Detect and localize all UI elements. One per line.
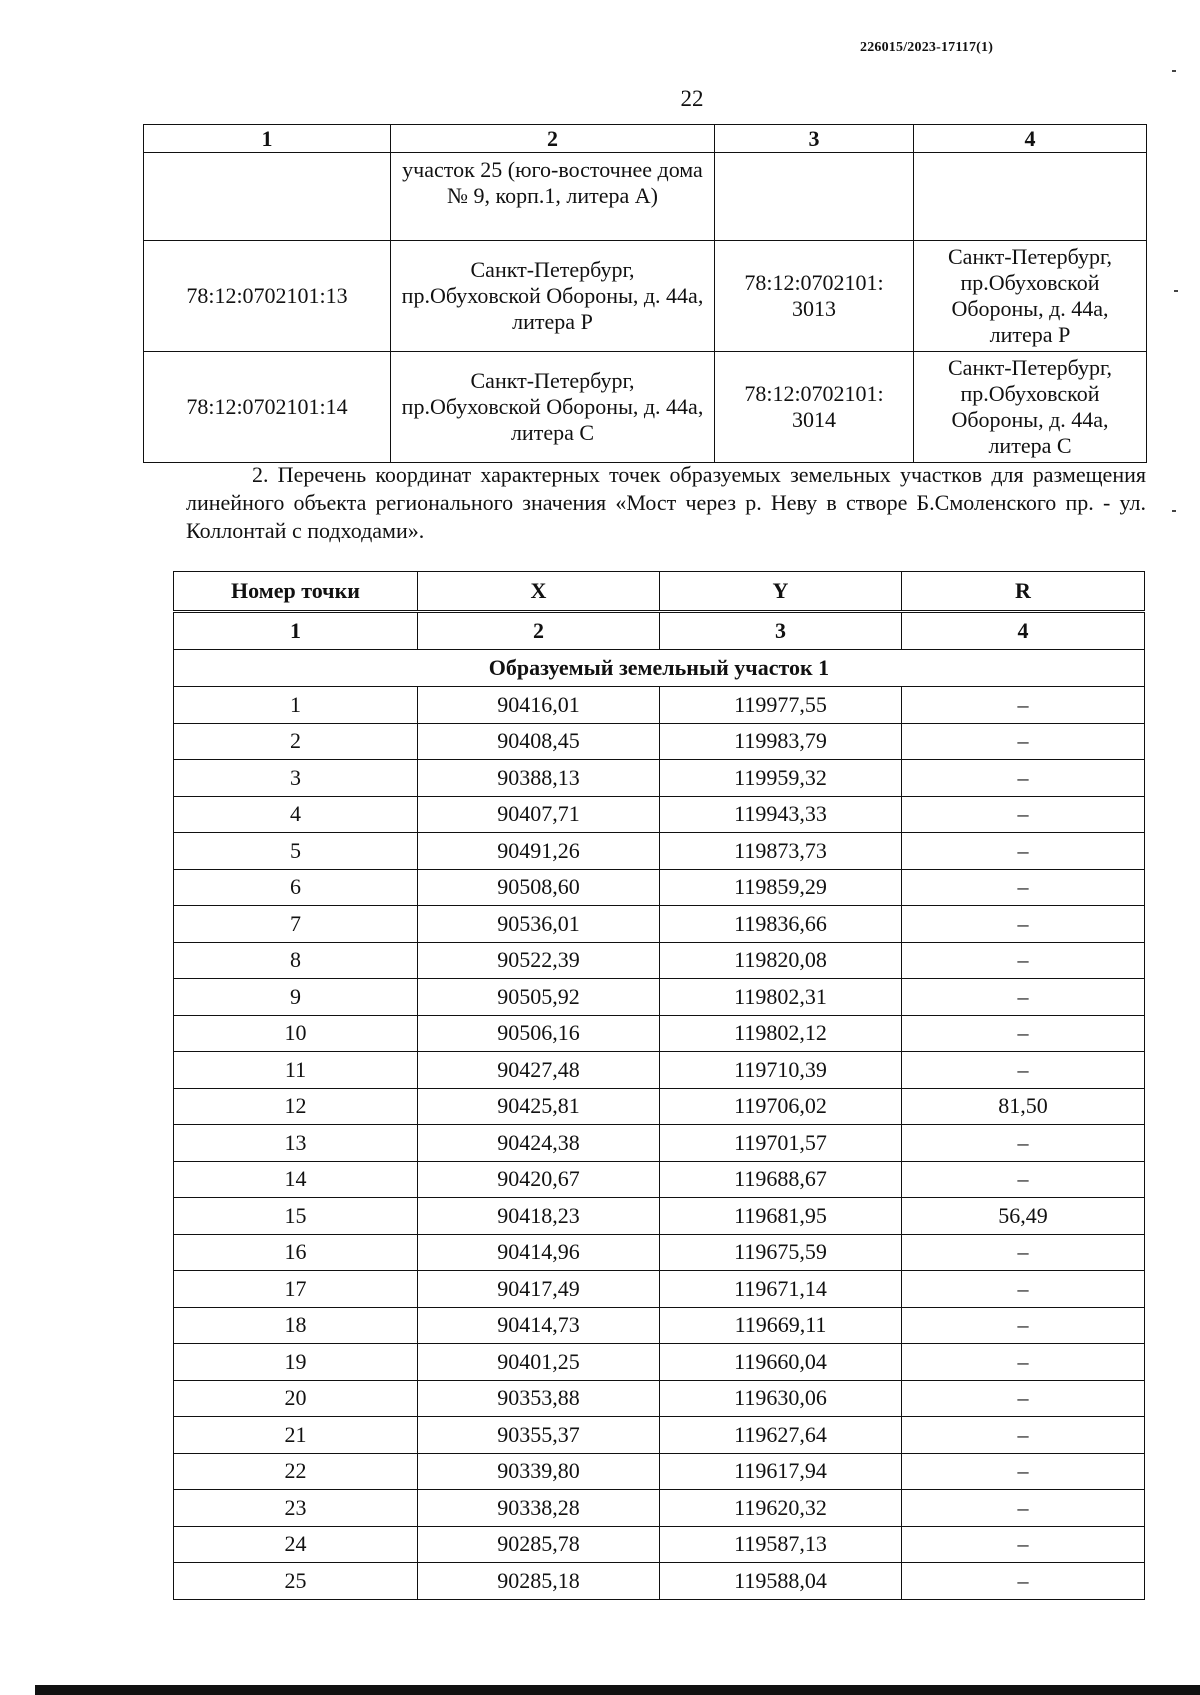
table-row <box>174 760 1145 797</box>
r-value: – <box>902 833 1145 870</box>
table-cell <box>144 153 391 241</box>
y-value: 119859,29 <box>660 869 902 906</box>
y-value: 119588,04 <box>660 1563 902 1600</box>
coordinates-table <box>173 571 1145 1600</box>
y-value: 119669,11 <box>660 1307 902 1344</box>
x-value: 90338,28 <box>418 1490 660 1527</box>
table-row <box>144 153 1147 241</box>
x-value: 90401,25 <box>418 1344 660 1381</box>
x-value: 90506,16 <box>418 1015 660 1052</box>
table-cell: Санкт-Петербург, пр.Обуховской Обороны, д. 44а, литера Р <box>914 241 1147 352</box>
r-value: 56,49 <box>902 1198 1145 1235</box>
point-number: 15 <box>174 1198 418 1235</box>
point-number: 4 <box>174 796 418 833</box>
x-value: 90427,48 <box>418 1052 660 1089</box>
r-value: – <box>902 760 1145 797</box>
x-value: 90339,80 <box>418 1453 660 1490</box>
r-value: – <box>902 1307 1145 1344</box>
table-row <box>144 352 1147 463</box>
table-row <box>174 1234 1145 1271</box>
y-value: 119675,59 <box>660 1234 902 1271</box>
x-value: 90414,73 <box>418 1307 660 1344</box>
table-row <box>174 1563 1145 1600</box>
point-number: 10 <box>174 1015 418 1052</box>
x-value: 90408,45 <box>418 723 660 760</box>
point-number: 22 <box>174 1453 418 1490</box>
x-value: 90414,96 <box>418 1234 660 1271</box>
column-number-row <box>174 612 1145 650</box>
point-number: 14 <box>174 1161 418 1198</box>
x-value: 90418,23 <box>418 1198 660 1235</box>
y-value: 119660,04 <box>660 1344 902 1381</box>
y-value: 119688,67 <box>660 1161 902 1198</box>
column-header: Y <box>660 572 902 612</box>
section-row <box>174 650 1145 687</box>
r-value: – <box>902 796 1145 833</box>
r-value: – <box>902 1052 1145 1089</box>
x-value: 90416,01 <box>418 687 660 724</box>
point-number: 11 <box>174 1052 418 1089</box>
point-number: 19 <box>174 1344 418 1381</box>
table-header-row <box>144 125 1147 153</box>
table-cell: участок 25 (юго-восточнее дома № 9, корп.1, литера А) <box>391 153 715 241</box>
point-number: 16 <box>174 1234 418 1271</box>
r-value: – <box>902 1015 1145 1052</box>
table-row <box>174 796 1145 833</box>
x-value: 90522,39 <box>418 942 660 979</box>
table-row <box>174 1417 1145 1454</box>
table-row <box>174 1271 1145 1308</box>
table-row <box>174 942 1145 979</box>
point-number: 13 <box>174 1125 418 1162</box>
table-row <box>174 906 1145 943</box>
table-row <box>174 1161 1145 1198</box>
table-row <box>174 1490 1145 1527</box>
y-value: 119983,79 <box>660 723 902 760</box>
y-value: 119617,94 <box>660 1453 902 1490</box>
r-value: – <box>902 942 1145 979</box>
table-cell <box>914 153 1147 241</box>
point-number: 12 <box>174 1088 418 1125</box>
r-value: – <box>902 869 1145 906</box>
y-value: 119802,12 <box>660 1015 902 1052</box>
table-cell: Санкт-Петербург, пр.Обуховской Обороны, д. 44а, литера Р <box>391 241 715 352</box>
column-number: 1 <box>174 612 418 650</box>
y-value: 119836,66 <box>660 906 902 943</box>
point-number: 23 <box>174 1490 418 1527</box>
r-value: – <box>902 1453 1145 1490</box>
point-number: 8 <box>174 942 418 979</box>
y-value: 119701,57 <box>660 1125 902 1162</box>
r-value: – <box>902 1161 1145 1198</box>
y-value: 119802,31 <box>660 979 902 1016</box>
r-value: – <box>902 723 1145 760</box>
table-row <box>174 1344 1145 1381</box>
r-value: – <box>902 1344 1145 1381</box>
point-number: 18 <box>174 1307 418 1344</box>
y-value: 119873,73 <box>660 833 902 870</box>
x-value: 90388,13 <box>418 760 660 797</box>
table-row <box>174 1198 1145 1235</box>
x-value: 90536,01 <box>418 906 660 943</box>
point-number: 21 <box>174 1417 418 1454</box>
table-row <box>174 1380 1145 1417</box>
table-row <box>174 1125 1145 1162</box>
table-row <box>174 1015 1145 1052</box>
scan-mark <box>1174 290 1178 292</box>
column-header: Номер точки <box>174 572 418 612</box>
point-number: 1 <box>174 687 418 724</box>
column-header: 2 <box>391 125 715 153</box>
table-cell: 78:12:0702101:13 <box>144 241 391 352</box>
point-number: 7 <box>174 906 418 943</box>
table-row <box>174 1088 1145 1125</box>
document-id: 226015/2023-17117(1) <box>860 40 994 55</box>
r-value: – <box>902 979 1145 1016</box>
point-number: 9 <box>174 979 418 1016</box>
r-value: – <box>902 906 1145 943</box>
r-value: – <box>902 1125 1145 1162</box>
column-header: 3 <box>715 125 914 153</box>
y-value: 119630,06 <box>660 1380 902 1417</box>
table-row <box>174 1307 1145 1344</box>
x-value: 90425,81 <box>418 1088 660 1125</box>
table-cell: Санкт-Петербург, пр.Обуховской Обороны, д. 44а, литера С <box>391 352 715 463</box>
y-value: 119681,95 <box>660 1198 902 1235</box>
x-value: 90285,18 <box>418 1563 660 1600</box>
parcels-table <box>143 124 1147 463</box>
x-value: 90420,67 <box>418 1161 660 1198</box>
scan-mark <box>1172 70 1176 72</box>
x-value: 90353,88 <box>418 1380 660 1417</box>
r-value: – <box>902 1563 1145 1600</box>
r-value: 81,50 <box>902 1088 1145 1125</box>
scan-edge <box>35 1685 1200 1695</box>
y-value: 119710,39 <box>660 1052 902 1089</box>
table-cell: 78:12:0702101: 3014 <box>715 352 914 463</box>
point-number: 3 <box>174 760 418 797</box>
table-row <box>144 241 1147 352</box>
x-value: 90417,49 <box>418 1271 660 1308</box>
table-row <box>174 723 1145 760</box>
table-row <box>174 1453 1145 1490</box>
x-value: 90505,92 <box>418 979 660 1016</box>
table-cell <box>715 153 914 241</box>
y-value: 119959,32 <box>660 760 902 797</box>
x-value: 90355,37 <box>418 1417 660 1454</box>
column-number: 2 <box>418 612 660 650</box>
r-value: – <box>902 687 1145 724</box>
r-value: – <box>902 1234 1145 1271</box>
r-value: – <box>902 1271 1145 1308</box>
x-value: 90508,60 <box>418 869 660 906</box>
y-value: 119706,02 <box>660 1088 902 1125</box>
y-value: 119943,33 <box>660 796 902 833</box>
column-header: 4 <box>914 125 1147 153</box>
table-header-row <box>174 572 1145 612</box>
r-value: – <box>902 1526 1145 1563</box>
x-value: 90285,78 <box>418 1526 660 1563</box>
table-row <box>174 1052 1145 1089</box>
point-number: 25 <box>174 1563 418 1600</box>
table-row <box>174 833 1145 870</box>
coordinates-body <box>174 687 1145 1600</box>
point-number: 6 <box>174 869 418 906</box>
point-number: 2 <box>174 723 418 760</box>
y-value: 119671,14 <box>660 1271 902 1308</box>
y-value: 119977,55 <box>660 687 902 724</box>
column-number: 3 <box>660 612 902 650</box>
table-cell: 78:12:0702101:14 <box>144 352 391 463</box>
y-value: 119620,32 <box>660 1490 902 1527</box>
point-number: 24 <box>174 1526 418 1563</box>
point-number: 5 <box>174 833 418 870</box>
x-value: 90407,71 <box>418 796 660 833</box>
y-value: 119627,64 <box>660 1417 902 1454</box>
column-header: X <box>418 572 660 612</box>
column-header: R <box>902 572 1145 612</box>
y-value: 119820,08 <box>660 942 902 979</box>
point-number: 20 <box>174 1380 418 1417</box>
x-value: 90424,38 <box>418 1125 660 1162</box>
point-number: 17 <box>174 1271 418 1308</box>
x-value: 90491,26 <box>418 833 660 870</box>
table-cell: Санкт-Петербург, пр.Обуховской Обороны, д. 44а, литера С <box>914 352 1147 463</box>
page-number: 22 <box>680 86 704 111</box>
table-cell: 78:12:0702101: 3013 <box>715 241 914 352</box>
table-row <box>174 979 1145 1016</box>
r-value: – <box>902 1490 1145 1527</box>
column-number: 4 <box>902 612 1145 650</box>
r-value: – <box>902 1417 1145 1454</box>
scan-mark <box>1172 510 1176 512</box>
column-header: 1 <box>144 125 391 153</box>
table-row <box>174 1526 1145 1563</box>
table-row <box>174 687 1145 724</box>
section-title: Образуемый земельный участок 1 <box>174 650 1145 687</box>
coordinates-paragraph: 2. Перечень координат характерных точек образуемых земельных участков для размещения линейного объекта регионального значения «Мост через р. Неву в створе Б.Смоленского пр. - ул. Коллонтай с подходами». <box>186 462 1146 543</box>
table-row <box>174 869 1145 906</box>
y-value: 119587,13 <box>660 1526 902 1563</box>
r-value: – <box>902 1380 1145 1417</box>
